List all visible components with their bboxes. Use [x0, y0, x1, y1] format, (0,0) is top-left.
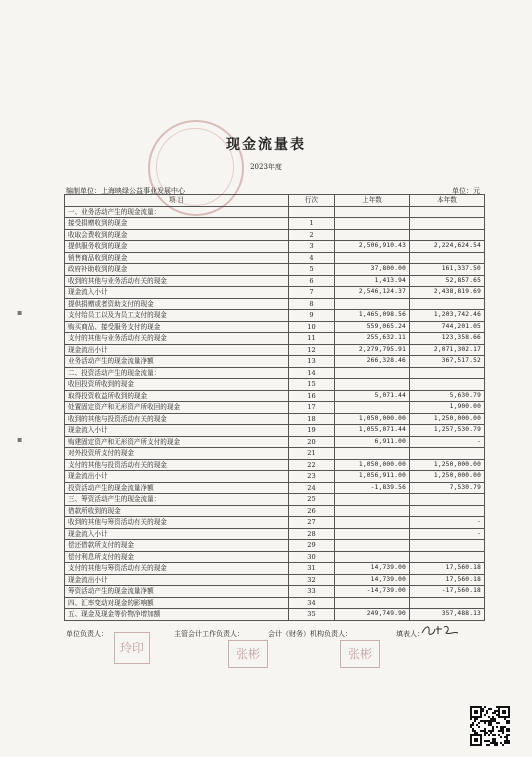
row-item: 四、汇率变动对现金的影响额 [65, 597, 289, 609]
row-item: 收到的其他与投资活动有关的现金 [65, 413, 289, 425]
row-item: 支付的其他与投资活动有关的现金 [65, 459, 289, 471]
margin-mark: ▪ [17, 308, 23, 317]
row-item: 五、现金及现金等价物净增加额 [65, 609, 289, 621]
row-curr-year-amount [410, 448, 485, 460]
row-line-number: 8 [289, 298, 335, 310]
row-curr-year-amount: 7,530.79 [410, 482, 485, 494]
table-row [65, 298, 485, 310]
table-row [65, 333, 485, 345]
table-row [65, 287, 485, 299]
row-line-number: 23 [289, 471, 335, 483]
row-line-number [289, 206, 335, 218]
row-item: 销售商品收到的现金 [65, 252, 289, 264]
row-prev-year-amount: 5,071.44 [335, 390, 410, 402]
reporting-entity: 编制单位：上海映绿公益事业发展中心 [66, 187, 185, 195]
table-row [65, 390, 485, 402]
row-curr-year-amount: 1,900.00 [410, 402, 485, 414]
row-prev-year-amount: 14,739.00 [335, 563, 410, 575]
row-line-number: 15 [289, 379, 335, 391]
row-item: 支付的其他与业务活动有关的现金 [65, 333, 289, 345]
row-line-number: 32 [289, 574, 335, 586]
preparer-label: 填表人： [396, 630, 424, 638]
row-prev-year-amount: 6,911.00 [335, 436, 410, 448]
table-row [65, 586, 485, 598]
row-curr-year-amount: 357,488.13 [410, 609, 485, 621]
row-curr-year-amount [410, 505, 485, 517]
row-prev-year-amount: 1,050,000.00 [335, 459, 410, 471]
row-prev-year-amount [335, 528, 410, 540]
row-item: 现金流入小计 [65, 287, 289, 299]
row-curr-year-amount: 52,857.65 [410, 275, 485, 287]
row-line-number: 28 [289, 528, 335, 540]
row-curr-year-amount: 744,201.05 [410, 321, 485, 333]
row-prev-year-amount [335, 218, 410, 230]
header-prev-year: 上年数 [335, 195, 410, 207]
table-row [65, 310, 485, 322]
table-header-row [65, 195, 485, 207]
fiscal-year: 2023年度 [250, 163, 282, 171]
row-curr-year-amount: 161,337.50 [410, 264, 485, 276]
row-item: 现金流入小计 [65, 425, 289, 437]
table-row [65, 471, 485, 483]
row-item: 收回投资所收到的现金 [65, 379, 289, 391]
table-row [65, 344, 485, 356]
row-line-number: 30 [289, 551, 335, 563]
row-item: 处置固定资产和无形资产所收回的现金 [65, 402, 289, 414]
row-curr-year-amount [410, 218, 485, 230]
row-prev-year-amount [335, 379, 410, 391]
header-item: 项 目 [65, 195, 289, 207]
row-line-number: 29 [289, 540, 335, 552]
row-line-number: 4 [289, 252, 335, 264]
table-row [65, 367, 485, 379]
table-row [65, 206, 485, 218]
table-row [65, 574, 485, 586]
row-line-number: 5 [289, 264, 335, 276]
row-line-number: 31 [289, 563, 335, 575]
row-line-number: 13 [289, 356, 335, 368]
row-curr-year-amount [410, 494, 485, 506]
accounting-org-head-label: 会计（财务）机构负责人： [268, 630, 352, 638]
row-curr-year-amount: -17,560.18 [410, 586, 485, 598]
row-item: 取得投资收益所收到的现金 [65, 390, 289, 402]
row-prev-year-amount: -14,739.00 [335, 586, 410, 598]
row-line-number: 27 [289, 517, 335, 529]
row-line-number: 20 [289, 436, 335, 448]
row-line-number: 16 [289, 390, 335, 402]
row-line-number: 7 [289, 287, 335, 299]
row-item: 支付给员工以及为员工支付的现金 [65, 310, 289, 322]
name-stamp-1: 玲印 [114, 632, 150, 664]
accounting-head-label: 主管会计工作负责人： [174, 630, 244, 638]
row-curr-year-amount: 1,203,742.46 [410, 310, 485, 322]
row-line-number: 11 [289, 333, 335, 345]
name-stamp-2: 张彬 [228, 640, 268, 668]
table-row [65, 241, 485, 253]
row-curr-year-amount: - [410, 517, 485, 529]
row-prev-year-amount: 2,546,124.37 [335, 287, 410, 299]
table-row [65, 494, 485, 506]
row-curr-year-amount [410, 367, 485, 379]
row-item: 支付的其他与筹资活动有关的现金 [65, 563, 289, 575]
row-item: 购建固定资产和无形资产所支付的现金 [65, 436, 289, 448]
row-curr-year-amount: 1,250,000.00 [410, 413, 485, 425]
row-line-number: 18 [289, 413, 335, 425]
cash-flow-table [64, 194, 485, 621]
row-prev-year-amount [335, 402, 410, 414]
row-item: 一、业务活动产生的现金流量： [65, 206, 289, 218]
row-prev-year-amount [335, 367, 410, 379]
row-curr-year-amount: 2,224,624.54 [410, 241, 485, 253]
row-item: 业务活动产生的现金流量净额 [65, 356, 289, 368]
row-item: 三、筹资活动产生的现金流量： [65, 494, 289, 506]
table-row [65, 356, 485, 368]
row-line-number: 26 [289, 505, 335, 517]
row-prev-year-amount [335, 517, 410, 529]
row-item: 接受捐赠收到的现金 [65, 218, 289, 230]
handwritten-signature [420, 621, 460, 639]
margin-mark: ▪ [17, 435, 23, 444]
table-row [65, 540, 485, 552]
table-row [65, 218, 485, 230]
row-curr-year-amount [410, 298, 485, 310]
row-prev-year-amount: 37,800.00 [335, 264, 410, 276]
row-curr-year-amount [410, 229, 485, 241]
table-row [65, 563, 485, 575]
row-item: 提供服务收到的现金 [65, 241, 289, 253]
row-item: 收取会费收到的现金 [65, 229, 289, 241]
row-item: 现金流出小计 [65, 471, 289, 483]
row-item: 现金流出小计 [65, 344, 289, 356]
name-stamp-3: 张彬 [340, 640, 380, 668]
table-row [65, 597, 485, 609]
row-line-number: 14 [289, 367, 335, 379]
row-item: 现金流入小计 [65, 528, 289, 540]
header-line: 行次 [289, 195, 335, 207]
table-row [65, 275, 485, 287]
table-row [65, 264, 485, 276]
row-curr-year-amount [410, 379, 485, 391]
row-curr-year-amount: 2,438,819.69 [410, 287, 485, 299]
row-prev-year-amount: 1,413.94 [335, 275, 410, 287]
table-row [65, 425, 485, 437]
row-prev-year-amount [335, 298, 410, 310]
row-prev-year-amount [335, 551, 410, 563]
table-row [65, 436, 485, 448]
row-line-number: 24 [289, 482, 335, 494]
row-curr-year-amount: 2,071,302.17 [410, 344, 485, 356]
row-item: 借款所收到的现金 [65, 505, 289, 517]
row-line-number: 10 [289, 321, 335, 333]
table-row [65, 321, 485, 333]
row-curr-year-amount: 5,630.79 [410, 390, 485, 402]
row-curr-year-amount [410, 206, 485, 218]
table-row [65, 482, 485, 494]
row-line-number: 34 [289, 597, 335, 609]
row-curr-year-amount: 1,257,530.79 [410, 425, 485, 437]
row-item: 购买商品、接受服务支付的现金 [65, 321, 289, 333]
table-row [65, 517, 485, 529]
row-curr-year-amount [410, 551, 485, 563]
row-prev-year-amount [335, 540, 410, 552]
table-body [65, 206, 485, 620]
table-row [65, 379, 485, 391]
currency-unit: 单位：元 [452, 187, 480, 195]
table-row [65, 229, 485, 241]
row-prev-year-amount: 559,065.24 [335, 321, 410, 333]
table-row [65, 402, 485, 414]
table-row [65, 609, 485, 621]
row-line-number: 17 [289, 402, 335, 414]
row-line-number: 21 [289, 448, 335, 460]
row-item: 现金流出小计 [65, 574, 289, 586]
table-row [65, 551, 485, 563]
row-curr-year-amount: 1,250,000.00 [410, 471, 485, 483]
row-prev-year-amount: -1,839.56 [335, 482, 410, 494]
row-line-number: 2 [289, 229, 335, 241]
row-item: 二、投资活动产生的现金流量： [65, 367, 289, 379]
row-line-number: 6 [289, 275, 335, 287]
row-line-number: 12 [289, 344, 335, 356]
row-curr-year-amount [410, 540, 485, 552]
row-item: 政府补助收到的现金 [65, 264, 289, 276]
row-curr-year-amount: 17,560.18 [410, 574, 485, 586]
unit-head-label: 单位负责人： [66, 630, 108, 638]
row-item: 偿付利息所支付的现金 [65, 551, 289, 563]
row-line-number: 19 [289, 425, 335, 437]
row-prev-year-amount [335, 229, 410, 241]
row-item: 筹资活动产生的现金流量净额 [65, 586, 289, 598]
row-prev-year-amount: 14,739.00 [335, 574, 410, 586]
row-prev-year-amount: 1,056,911.00 [335, 471, 410, 483]
row-prev-year-amount: 1,050,000.00 [335, 413, 410, 425]
row-prev-year-amount: 255,632.11 [335, 333, 410, 345]
row-prev-year-amount [335, 252, 410, 264]
page-title: 现金流量表 [226, 137, 306, 153]
row-curr-year-amount: - [410, 528, 485, 540]
row-line-number: 9 [289, 310, 335, 322]
row-line-number: 33 [289, 586, 335, 598]
row-prev-year-amount [335, 597, 410, 609]
row-line-number: 1 [289, 218, 335, 230]
row-item: 投资活动产生的现金流量净额 [65, 482, 289, 494]
header-curr-year: 本年数 [410, 195, 485, 207]
row-prev-year-amount [335, 494, 410, 506]
row-prev-year-amount: 1,055,071.44 [335, 425, 410, 437]
table-row [65, 252, 485, 264]
row-prev-year-amount [335, 448, 410, 460]
row-item: 偿还借款所支付的现金 [65, 540, 289, 552]
row-prev-year-amount [335, 206, 410, 218]
row-item: 收到的其他与业务活动有关的现金 [65, 275, 289, 287]
row-curr-year-amount [410, 252, 485, 264]
table-row [65, 413, 485, 425]
table-row [65, 459, 485, 471]
row-prev-year-amount [335, 505, 410, 517]
row-curr-year-amount: - [410, 436, 485, 448]
table-row [65, 448, 485, 460]
row-curr-year-amount: 367,517.52 [410, 356, 485, 368]
qr-code [470, 706, 510, 746]
row-curr-year-amount [410, 597, 485, 609]
row-item: 收到的其他与筹资活动有关的现金 [65, 517, 289, 529]
table-row [65, 528, 485, 540]
row-curr-year-amount: 17,560.18 [410, 563, 485, 575]
row-prev-year-amount: 2,279,795.91 [335, 344, 410, 356]
row-item: 提供捐赠或者资助支付的现金 [65, 298, 289, 310]
table-row [65, 505, 485, 517]
row-prev-year-amount: 1,465,098.56 [335, 310, 410, 322]
row-line-number: 25 [289, 494, 335, 506]
row-line-number: 3 [289, 241, 335, 253]
row-line-number: 35 [289, 609, 335, 621]
row-line-number: 22 [289, 459, 335, 471]
row-prev-year-amount: 2,506,910.43 [335, 241, 410, 253]
row-curr-year-amount: 1,250,000.00 [410, 459, 485, 471]
row-prev-year-amount: 249,749.90 [335, 609, 410, 621]
row-item: 对外投资所支付的现金 [65, 448, 289, 460]
row-prev-year-amount: 266,328.46 [335, 356, 410, 368]
row-curr-year-amount: 123,358.66 [410, 333, 485, 345]
